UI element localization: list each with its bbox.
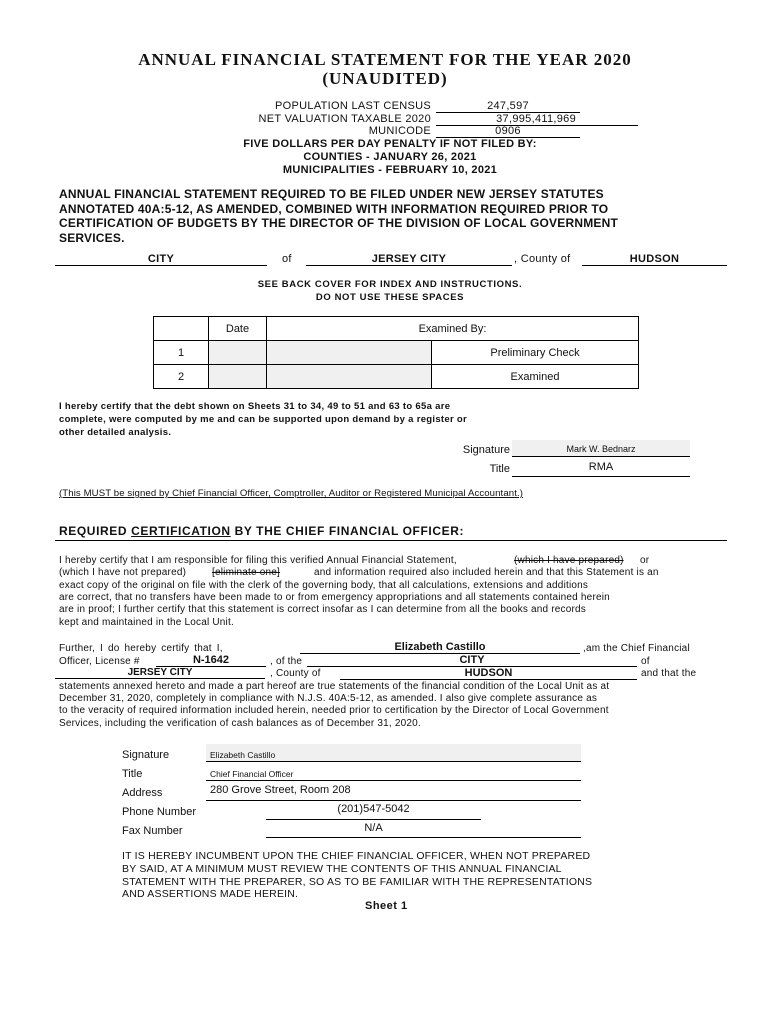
municipalities-deadline: MUNICIPALITIES - FEBRUARY 10, 2021 xyxy=(282,164,498,176)
signature-field[interactable]: Mark W. Bednarz xyxy=(512,440,690,457)
population-label: POPULATION LAST CENSUS xyxy=(275,100,431,112)
county-field: HUDSON xyxy=(582,253,727,266)
notice-line: STATEMENT WITH THE PREPARER, SO AS TO BE FAMILIAR WITH THE REPRESENTATIONS xyxy=(122,875,593,888)
cfo-paragraph-line: statements annexed hereto and made a part hereof are true statements of the financial condition of the Local Unit as at xyxy=(59,681,610,692)
unit-name-field[interactable]: JERSEY CITY xyxy=(55,667,265,679)
cfo-paragraph-line: December 31, 2020, completely in compliance with N.J.S. 40A:5-12, as amended. I also give complete assurance as xyxy=(59,693,598,704)
row-label: Examined xyxy=(432,365,639,389)
of-label: of xyxy=(282,253,292,265)
county-field[interactable]: HUDSON xyxy=(340,667,637,680)
title-label: Title xyxy=(122,768,143,780)
examiner-input[interactable] xyxy=(267,365,432,389)
county-of-text: , County of xyxy=(270,668,321,679)
debt-certification xyxy=(59,400,467,439)
table-row xyxy=(154,341,639,365)
cfo-name-field[interactable]: Elizabeth Castillo xyxy=(300,641,580,654)
cfo-paragraph-line: exact copy of the original on file with the clerk of the governing body, that all calculations, extensions and additions xyxy=(59,580,589,591)
debt-cert-line: I hereby certify that the debt shown on Sheets 31 to 34, 49 to 51 and 63 to 65a are xyxy=(59,401,451,412)
cfo-review-notice xyxy=(122,850,592,901)
notice-line: AND ASSERTIONS MADE HEREIN. xyxy=(122,888,299,901)
page-subtitle: (UNAUDITED) xyxy=(322,69,448,88)
page-title: ANNUAL FINANCIAL STATEMENT FOR THE YEAR 2020 xyxy=(138,50,632,69)
further-text: Further, I do hereby certify that I, xyxy=(59,643,223,654)
cfo-paragraph-line: and information required also included herein and that this Statement is an xyxy=(314,567,659,578)
date-input[interactable] xyxy=(209,341,267,365)
signature-label: Signature xyxy=(462,444,510,456)
counties-deadline: COUNTIES - JANUARY 26, 2021 xyxy=(303,151,477,163)
instructions-note: SEE BACK COVER FOR INDEX AND INSTRUCTIONS. xyxy=(257,279,523,290)
valuation-value: 37,995,411,969 xyxy=(436,113,638,126)
cfo-paragraph-line: (which I have not prepared) xyxy=(59,567,187,578)
address-label: Address xyxy=(122,787,163,799)
do-not-use-note: DO NOT USE THESE SPACES xyxy=(315,292,465,303)
municode-value: 0906 xyxy=(436,125,580,138)
cfo-title-field[interactable]: Chief Financial Officer xyxy=(206,764,581,781)
county-label: , County of xyxy=(514,253,571,265)
of-the-text: , of the xyxy=(270,656,303,667)
table-row xyxy=(154,317,639,341)
heading-part: CERTIFICATION xyxy=(131,524,231,538)
statute-line: CERTIFICATION OF BUDGETS BY THE DIRECTOR OF THE DIVISION OF LOCAL GOVERNMENT xyxy=(59,216,618,230)
phone-label: Phone Number xyxy=(122,806,196,818)
unit-type-field[interactable]: CITY xyxy=(307,654,637,667)
unit-type-field: CITY xyxy=(55,253,267,266)
exam-table xyxy=(153,316,639,389)
am-cfo-text: ,am the Chief Financial xyxy=(583,643,690,654)
signature-label: Signature xyxy=(122,749,170,761)
statute-line: ANNOTATED 40A:5-12, AS AMENDED, COMBINED WITH INFORMATION REQUIRED PRIOR TO xyxy=(59,201,609,216)
statute-block xyxy=(59,187,618,245)
strike-option: [eliminate one] xyxy=(212,567,281,578)
or-text: or xyxy=(640,555,650,566)
heading-part: REQUIRED xyxy=(59,524,128,538)
valuation-label: NET VALUATION TAXABLE 2020 xyxy=(258,113,431,125)
phone-field[interactable]: (201)547-5042 xyxy=(266,803,481,820)
of-text: of xyxy=(641,656,650,667)
fax-field[interactable]: N/A xyxy=(266,822,581,838)
divider xyxy=(55,540,727,541)
and-that-text: and that the xyxy=(641,668,697,679)
cfo-paragraph-line: are in proof; I further certify that this statement is correct insofar as I can determine from all the books and records xyxy=(59,604,587,615)
unit-name-field: JERSEY CITY xyxy=(306,253,512,266)
population-value: 247,597 xyxy=(436,100,580,113)
heading-part: BY THE CHIEF FINANCIAL OFFICER: xyxy=(234,524,465,538)
penalty-notice: FIVE DOLLARS PER DAY PENALTY IF NOT FILED BY: xyxy=(243,138,537,150)
table-cell xyxy=(154,317,209,341)
license-field[interactable]: N-1642 xyxy=(156,654,266,667)
sheet-number: Sheet 1 xyxy=(365,900,408,912)
table-row xyxy=(154,365,639,389)
row-number: 1 xyxy=(154,341,209,365)
cfo-paragraph-line: to the veracity of required information included herein, needed prior to certification by the Director of Local Government xyxy=(59,705,609,716)
examined-header: Examined By: xyxy=(267,317,639,341)
municode-label: MUNICODE xyxy=(368,125,431,137)
title-label: Title xyxy=(489,463,510,475)
address-field[interactable]: 280 Grove Street, Room 208 xyxy=(206,784,581,801)
statute-line: ANNUAL FINANCIAL STATEMENT REQUIRED TO BE FILED UNDER NEW JERSEY STATUTES xyxy=(59,187,604,201)
examiner-input[interactable] xyxy=(267,341,432,365)
signature-requirement-note: (This MUST be signed by Chief Financial Officer, Comptroller, Auditor or Registered Municipal Accountant.) xyxy=(59,488,524,499)
strike-option: (which I have prepared) xyxy=(514,555,624,566)
date-input[interactable] xyxy=(209,365,267,389)
title-field[interactable]: RMA xyxy=(512,461,690,477)
cfo-cert-heading xyxy=(59,524,464,538)
row-label: Preliminary Check xyxy=(432,341,639,365)
debt-cert-line: complete, were computed by me and can be supported upon demand by a register or xyxy=(59,414,467,425)
statute-line: SERVICES. xyxy=(59,230,125,245)
cfo-signature-field[interactable]: Elizabeth Castillo xyxy=(206,744,581,762)
row-number: 2 xyxy=(154,365,209,389)
cfo-paragraph-line: Services, including the verification of cash balances as of December 31, 2020. xyxy=(59,718,421,729)
debt-cert-line: other detailed analysis. xyxy=(59,427,172,438)
license-label: Officer, License # xyxy=(59,656,140,667)
notice-line: IT IS HEREBY INCUMBENT UPON THE CHIEF FINANCIAL OFFICER, WHEN NOT PREPARED xyxy=(122,850,591,862)
cfo-paragraph-line: I hereby certify that I am responsible for filing this verified Annual Financial Statement, xyxy=(59,555,457,566)
cfo-paragraph-line: kept and maintained in the Local Unit. xyxy=(59,617,234,628)
date-header: Date xyxy=(209,317,267,341)
notice-line: BY SAID, AT A MINIMUM MUST REVIEW THE CONTENTS OF THIS ANNUAL FINANCIAL xyxy=(122,862,562,875)
fax-label: Fax Number xyxy=(122,825,183,837)
cfo-paragraph-line: are correct, that no transfers have been made to or from emergency appropriations and all statements contained herein xyxy=(59,592,610,603)
